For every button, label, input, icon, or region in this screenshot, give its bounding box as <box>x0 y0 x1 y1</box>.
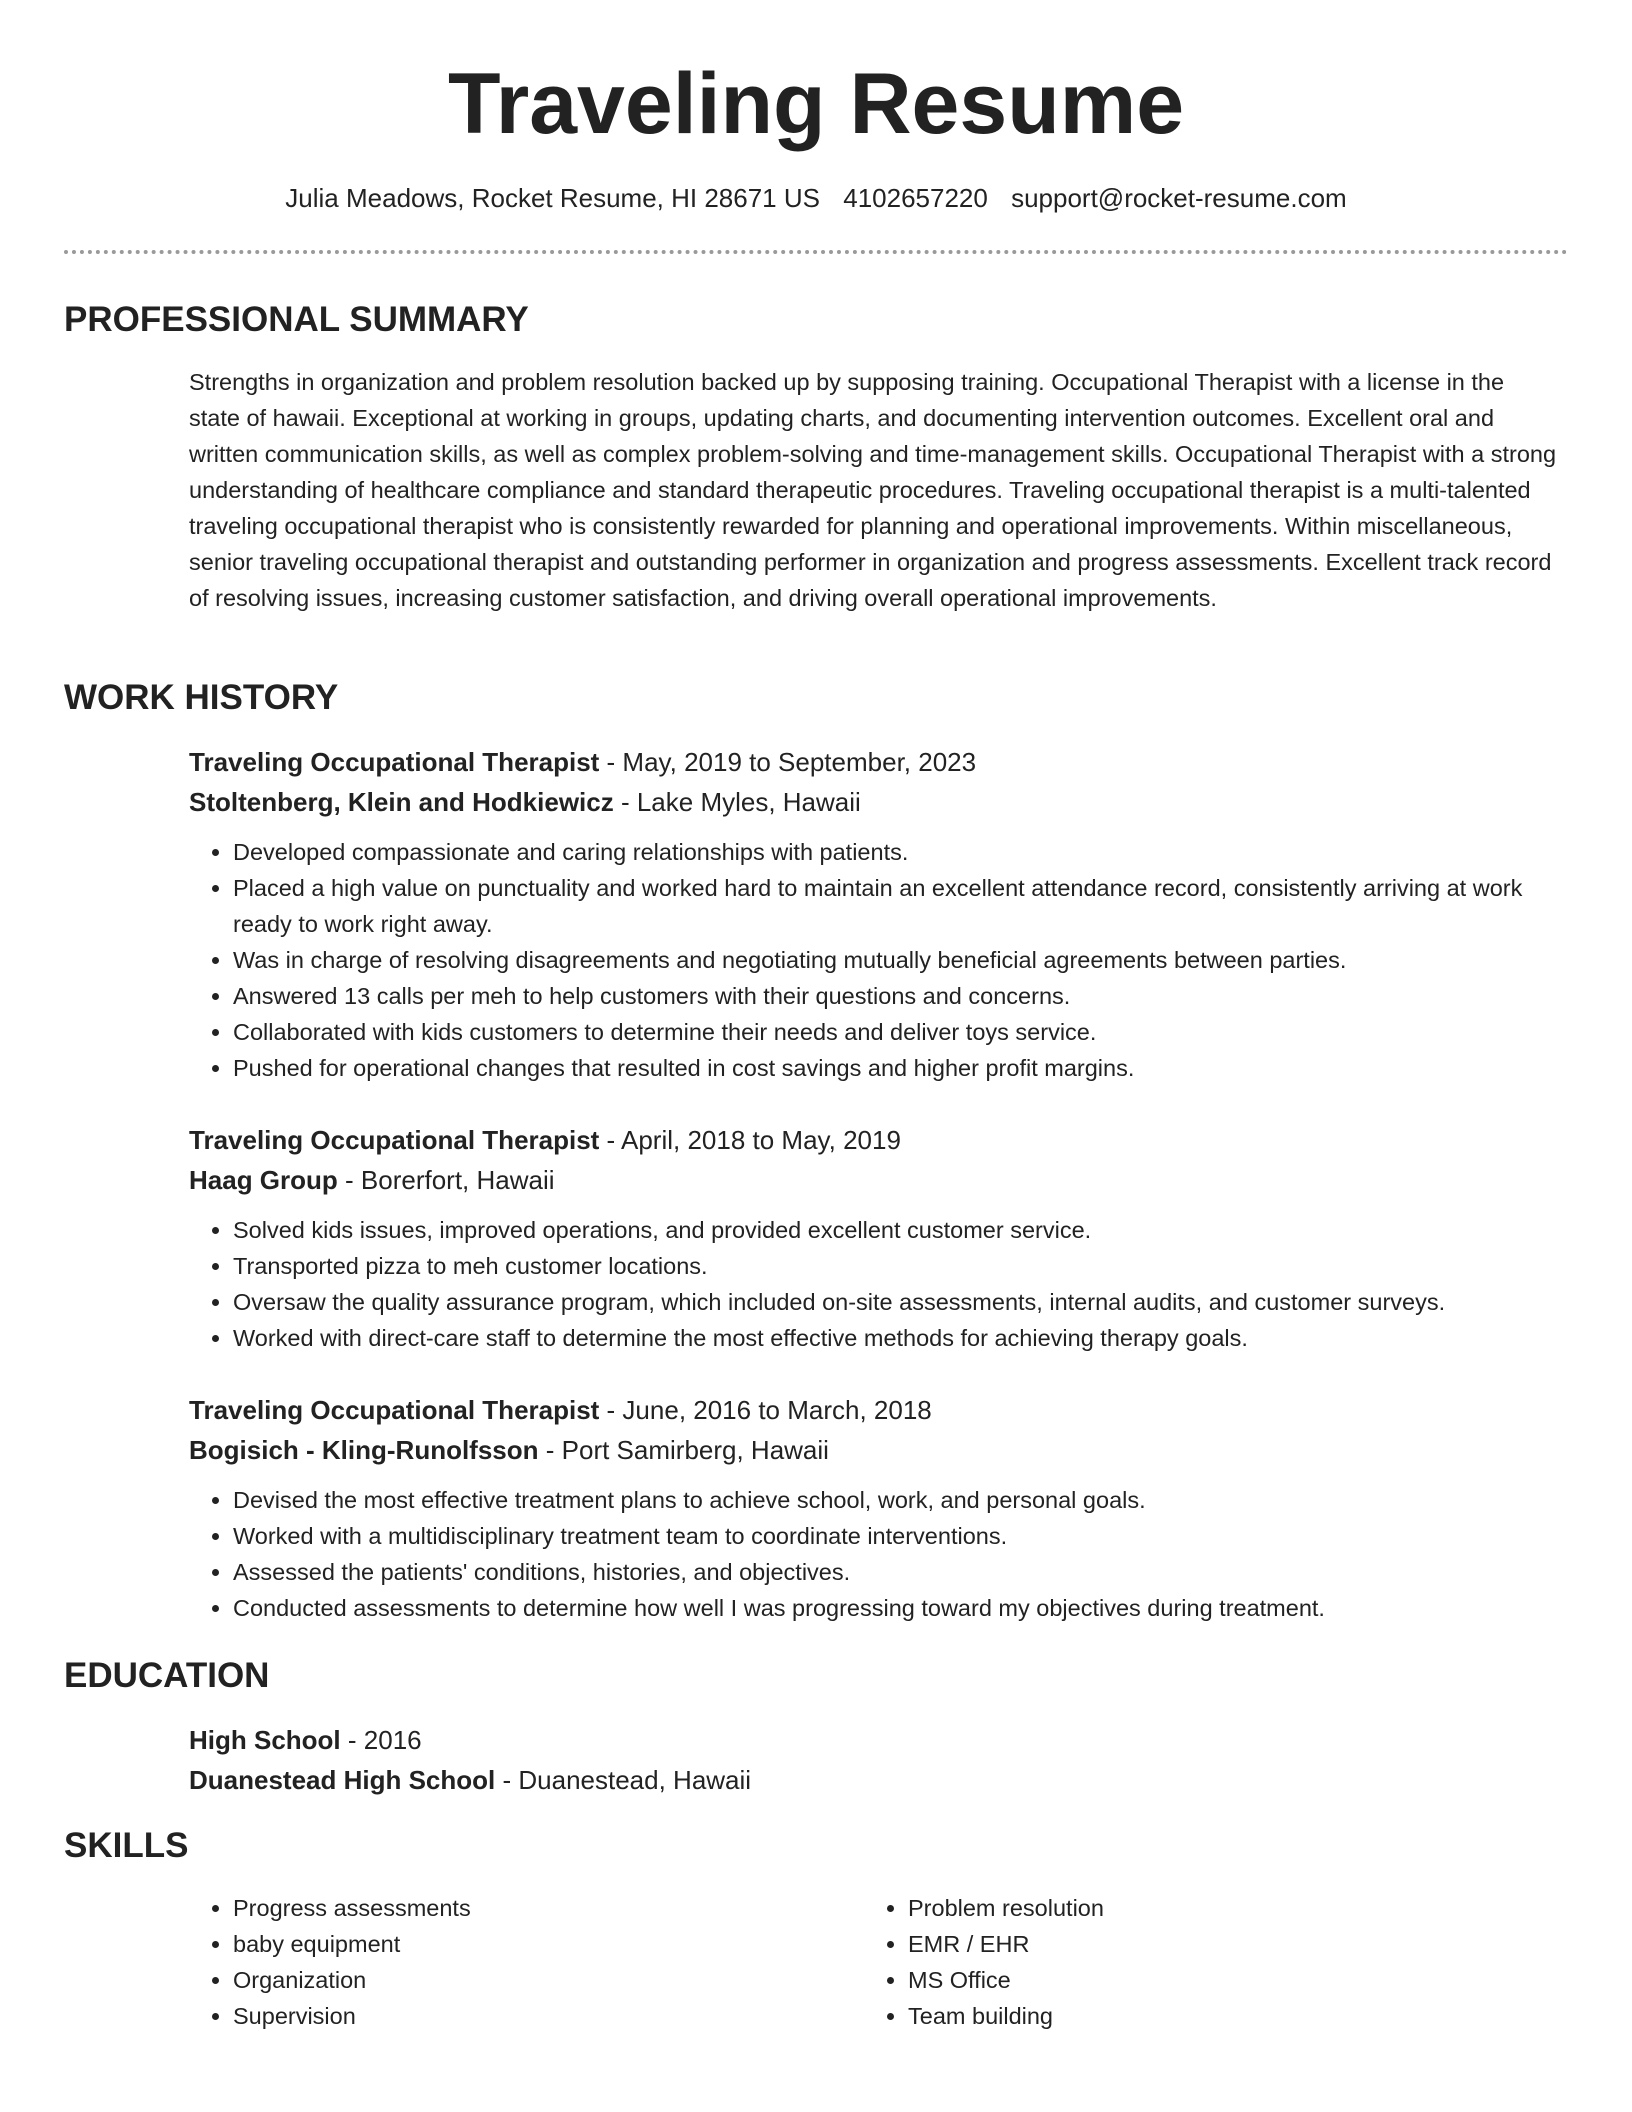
job-title-line <box>189 742 1559 782</box>
job-company-line <box>189 1430 1559 1470</box>
skill-item: • Team building <box>908 1998 1464 2034</box>
skill-item: • Supervision <box>233 1998 789 2034</box>
skill-item: • Progress assessments <box>233 1890 789 1926</box>
job-entry <box>189 1390 1559 1626</box>
skill-item: • baby equipment <box>233 1926 789 1962</box>
job-location: - Lake Myles, Hawaii <box>613 787 861 817</box>
job-location: - Port Samirberg, Hawaii <box>538 1435 829 1465</box>
education-school: Duanestead High School <box>189 1765 496 1795</box>
summary-text: Strengths in organization and problem resolution backed up by supposing training. Occupational Therapist with a license in the state of hawaii. Exceptional at working in groups, updating charts, and documenting intervention outcomes. Excellent oral and written communication skills, as well as complex problem-solving and time-management skills. Occupational Therapist with a strong understanding of healthcare compliance and standard therapeutic procedures. Traveling occupational therapist is a multi-talented traveling occupational therapist who is consistently rewarded for planning and operational improvements. Within miscellaneous, senior traveling occupational therapist and outstanding performer in organization and progress assessments. Excellent track record of resolving issues, increasing customer satisfaction, and driving overall operational improvements. <box>189 369 1557 611</box>
job-location: - Borerfort, Hawaii <box>337 1165 555 1195</box>
job-title-line <box>189 1120 1559 1160</box>
job-bullets <box>189 834 1559 1086</box>
job-bullet: • Placed a high value on punctuality and worked hard to maintain an excellent attendance record, consistently arriving at work ready to work right away. <box>233 870 1559 942</box>
education-school-line <box>189 1760 1559 1800</box>
job-bullet: • Collaborated with kids customers to determine their needs and deliver toys service. <box>233 1014 1559 1050</box>
job-company-line <box>189 1160 1559 1200</box>
resume-title: Traveling Resume <box>447 56 1185 152</box>
job-bullets <box>189 1482 1559 1626</box>
education-degree: High School <box>189 1725 341 1755</box>
section-heading-skills: SKILLS <box>64 1826 189 1865</box>
skill-item: • Organization <box>233 1962 789 1998</box>
section-heading-work: WORK HISTORY <box>64 678 339 717</box>
job-entry <box>189 742 1559 1086</box>
skill-item: • EMR / EHR <box>908 1926 1464 1962</box>
job-title-line <box>189 1390 1559 1430</box>
job-company: Haag Group <box>189 1165 338 1195</box>
job-title: Traveling Occupational Therapist <box>189 1125 600 1155</box>
job-bullet: • Oversaw the quality assurance program, which included on-site assessments, internal audits, and customer surveys. <box>233 1284 1559 1320</box>
skills-list <box>864 1890 1464 2034</box>
section-heading-education: EDUCATION <box>64 1656 270 1695</box>
skills-column-right <box>864 1890 1464 2034</box>
job-company: Bogisich - Kling-Runolfsson <box>189 1435 539 1465</box>
skill-item: • Problem resolution <box>908 1890 1464 1926</box>
job-bullet: • Worked with a multidisciplinary treatment team to coordinate interventions. <box>233 1518 1559 1554</box>
contact-info <box>0 180 1632 216</box>
contact-phone: 4102657220 <box>843 183 988 213</box>
skills-column-left <box>189 1890 789 2034</box>
contact-address: Julia Meadows, Rocket Resume, HI 28671 US <box>285 183 820 213</box>
job-bullet: • Developed compassionate and caring relationships with patients. <box>233 834 1559 870</box>
job-title: Traveling Occupational Therapist <box>189 1395 600 1425</box>
education-location: - Duanestead, Hawaii <box>495 1765 752 1795</box>
job-dates: - June, 2016 to March, 2018 <box>599 1395 932 1425</box>
job-bullet: • Was in charge of resolving disagreements and negotiating mutually beneficial agreements between parties. <box>233 942 1559 978</box>
header-divider <box>64 250 1568 254</box>
section-heading-summary: PROFESSIONAL SUMMARY <box>64 300 529 339</box>
job-company-line <box>189 782 1559 822</box>
education-degree-line <box>189 1720 1559 1760</box>
job-dates: - May, 2019 to September, 2023 <box>599 747 977 777</box>
job-bullets <box>189 1212 1559 1356</box>
job-entry <box>189 1120 1559 1356</box>
skill-item: • MS Office <box>908 1962 1464 1998</box>
job-bullet: • Assessed the patients' conditions, histories, and objectives. <box>233 1554 1559 1590</box>
job-company: Stoltenberg, Klein and Hodkiewicz <box>189 787 614 817</box>
education-year: - 2016 <box>340 1725 422 1755</box>
job-title: Traveling Occupational Therapist <box>189 747 600 777</box>
job-bullet: • Worked with direct-care staff to determine the most effective methods for achieving therapy goals. <box>233 1320 1559 1356</box>
job-bullet: • Conducted assessments to determine how well I was progressing toward my objectives during treatment. <box>233 1590 1559 1626</box>
job-bullet: • Answered 13 calls per meh to help customers with their questions and concerns. <box>233 978 1559 1014</box>
job-bullet: • Pushed for operational changes that resulted in cost savings and higher profit margins. <box>233 1050 1559 1086</box>
education-entry <box>189 1720 1559 1800</box>
job-dates: - April, 2018 to May, 2019 <box>599 1125 901 1155</box>
skills-list <box>189 1890 789 2034</box>
job-bullet: • Devised the most effective treatment plans to achieve school, work, and personal goals. <box>233 1482 1559 1518</box>
contact-email: support@rocket-resume.com <box>1011 183 1347 213</box>
job-bullet: • Solved kids issues, improved operations, and provided excellent customer service. <box>233 1212 1559 1248</box>
job-bullet: • Transported pizza to meh customer locations. <box>233 1248 1559 1284</box>
